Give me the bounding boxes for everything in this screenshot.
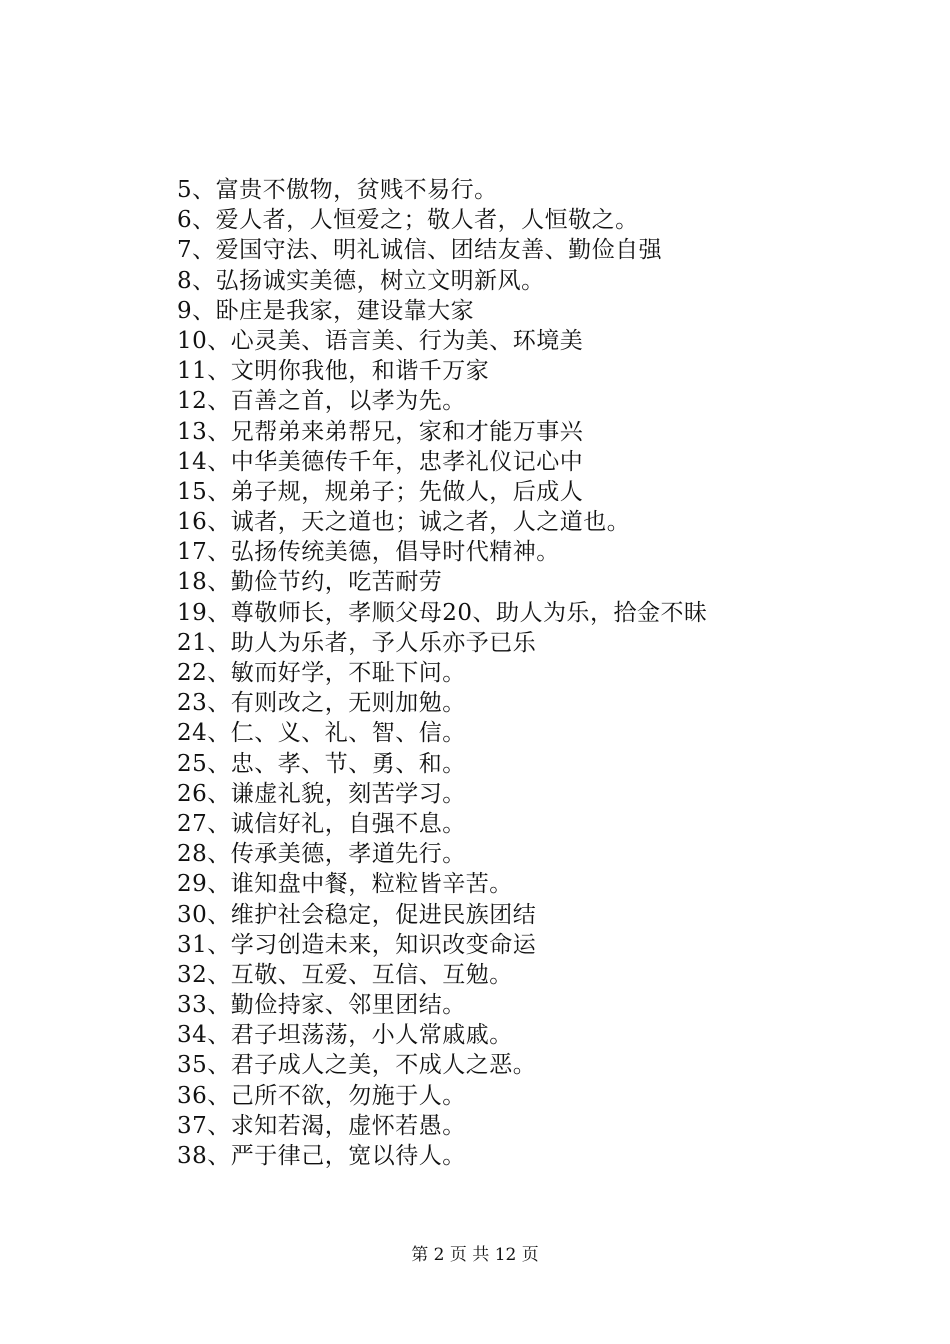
list-item: 7、爱国守法、明礼诚信、团结友善、勤俭自强 [177, 237, 663, 264]
list-item: 30、维护社会稳定，促进民族团结 [177, 901, 537, 928]
list-item: 12、百善之首，以孝为先。 [177, 388, 466, 415]
slogan-list [177, 175, 708, 1171]
list-item: 29、谁知盘中餐，粒粒皆辛苦。 [177, 871, 513, 898]
list-item: 11、文明你我他，和谐千万家 [177, 358, 490, 385]
list-item: 8、弘扬诚实美德，树立文明新风。 [177, 267, 545, 294]
list-item: 25、忠、孝、节、勇、和。 [177, 750, 466, 777]
list-item: 16、诚者，天之道也；诚之者，人之道也。 [177, 509, 631, 536]
page-number-footer: 第 2 页 共 12 页 [411, 1245, 539, 1265]
list-item: 35、君子成人之美，不成人之恶。 [177, 1052, 537, 1079]
list-item: 5、富贵不傲物，贫贱不易行。 [177, 177, 498, 203]
list-item: 9、卧庄是我家，建设靠大家 [177, 297, 475, 324]
list-item: 26、谦虚礼貌，刻苦学习。 [177, 780, 466, 807]
list-item: 14、中华美德传千年，忠孝礼仪记心中 [177, 448, 584, 475]
list-item: 18、勤俭节约，吃苦耐劳 [177, 569, 443, 596]
list-item: 38、严于律己，宽以待人。 [177, 1143, 466, 1169]
list-item: 17、弘扬传统美德，倡导时代精神。 [177, 539, 560, 566]
list-item: 27、诚信好礼，自强不息。 [177, 810, 466, 837]
list-item: 36、己所不欲，勿施于人。 [177, 1082, 466, 1109]
list-item: 31、学习创造未来，知识改变命运 [177, 931, 537, 958]
list-item: 10、心灵美、语言美、行为美、环境美 [177, 327, 584, 354]
list-item: 28、传承美德，孝道先行。 [177, 841, 466, 868]
list-item: 33、勤俭持家、邻里团结。 [177, 992, 466, 1019]
list-item: 13、兄帮弟来弟帮兄，家和才能万事兴 [177, 418, 584, 445]
list-item: 15、弟子规，规弟子；先做人，后成人 [177, 478, 584, 505]
list-item: 22、敏而好学，不耻下问。 [177, 660, 466, 686]
list-item: 32、互敬、互爱、互信、互勉。 [177, 961, 513, 988]
list-item: 21、助人为乐者，予人乐亦予已乐 [177, 629, 537, 656]
list-item: 37、求知若渴，虚怀若愚。 [177, 1112, 466, 1139]
list-item: 23、有则改之，无则加勉。 [177, 690, 466, 717]
list-item: 6、爱人者，人恒爱之；敬人者，人恒敬之。 [177, 207, 639, 234]
list-item: 24、仁、义、礼、智、信。 [177, 720, 466, 747]
list-item: 34、君子坦荡荡，小人常戚戚。 [177, 1022, 513, 1049]
list-item: 19、尊敬师长，孝顺父母20、助人为乐，拾金不昧 [177, 599, 708, 626]
